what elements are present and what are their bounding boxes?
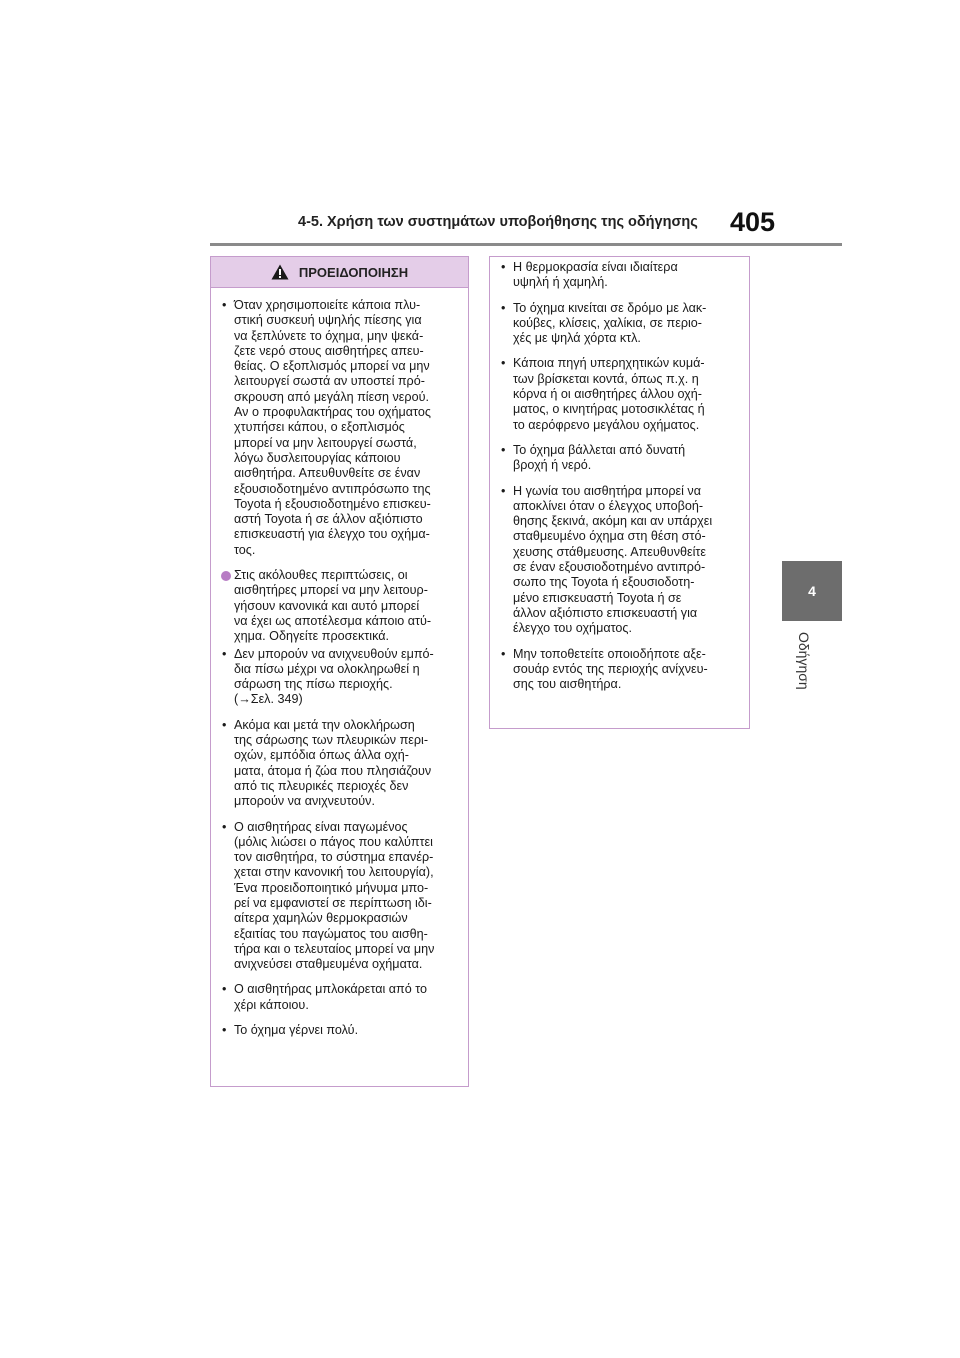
text-line: σουάρ εντός της περιοχής ανίχνευ- (513, 661, 708, 676)
bullet-icon: • (501, 442, 506, 457)
bullet-list-item (222, 982, 458, 1013)
bullet-icon: • (501, 300, 506, 315)
bullet-icon: • (501, 483, 506, 498)
text-line: τος. (234, 542, 256, 557)
text-line: αισθητήρες μπορεί να μην λειτουρ- (234, 583, 428, 598)
text-line: μπορούν να ανιχνευτούν. (234, 794, 375, 809)
text-line: ανιχνεύσει σταθμευμένα οχήματα. (234, 957, 423, 972)
bullet-list-item (222, 820, 458, 973)
bullet-icon: • (222, 717, 227, 732)
warning-continued-content (490, 257, 749, 692)
text-line: ματος, ο κινητήρας μοτοσικλέτας ή (513, 402, 705, 417)
warning-content (211, 288, 468, 1038)
text-line: Κάποια πηγή υπερηχητικών κυμά- (513, 356, 705, 371)
text-line: Ένα προειδοποιητικό μήνυμα μπο- (234, 880, 429, 895)
warning-title: ΠΡΟΕΙΔΟΠΟΙΗΣΗ (298, 264, 409, 280)
text-line: βροχή ή νερό. (513, 458, 592, 473)
text-line: να έχει ως αποτέλεσμα κάποιο ατύ- (234, 613, 432, 628)
text-line: (μόλις λιώσει ο πάγος που καλύπτει (234, 834, 433, 849)
bullet-list-item (501, 484, 739, 637)
text-line: κόρνα ή οι αισθητήρες άλλου οχή- (513, 387, 702, 402)
page-number: 405 (730, 207, 776, 237)
text-line: από τις πλευρικές περιοχές δεν (234, 778, 409, 793)
text-line: Η γωνία του αισθητήρα μπορεί να (513, 483, 701, 498)
text-line: Το όχημα κινείται σε δρόμο με λακ- (513, 300, 707, 315)
text-line: το αερόφρενο μεγάλου οχήματος. (513, 417, 700, 432)
text-line: σταθμευμένο όχημα στη θέση στό- (513, 529, 706, 544)
text-line: στική συσκευή υψηλής πίεσης για (234, 313, 422, 328)
text-line: Αν ο προφυλακτήρας του οχήματος (234, 405, 431, 420)
text-line: θείας. Ο εξοπλισμός μπορεί να μην (234, 359, 430, 374)
text-line: ζετε νερό στους αισθητήρες απευ- (234, 343, 424, 358)
text-line: μπορεί να μην λειτουργεί σωστά, (234, 435, 417, 450)
bullet-list-item (501, 301, 739, 347)
text-line: Δεν μπορούν να ανιχνευθούν εμπό- (234, 646, 434, 661)
warning-triangle-icon (271, 264, 289, 280)
text-line: Ακόμα και μετά την ολοκλήρωση (234, 717, 415, 732)
text-line: αίτερα χαμηλών θερμοκρασιών (234, 911, 408, 926)
text-line: χεται στην κανονική του λειτουργία), (234, 865, 434, 880)
text-line: Το όχημα γέρνει πολύ. (234, 1023, 359, 1038)
text-line: Ο αισθητήρας μπλοκάρεται από το (234, 982, 428, 997)
text-line: αστή Toyota ή σε άλλον αξιόπιστο (234, 512, 423, 527)
text-line: άλλον αξιόπιστο επισκευαστή για (513, 605, 698, 620)
bullet-icon: • (501, 646, 506, 661)
text-line: εξουσιοδοτημένο αντιπρόσωπο της (234, 481, 431, 496)
bullet-list-item (501, 356, 739, 432)
bullet-list-item (501, 443, 739, 474)
warning-box (210, 256, 469, 1087)
text-line: χημα. Οδηγείτε προσεκτικά. (234, 629, 389, 644)
text-line: Στις ακόλουθες περιπτώσεις, οι (234, 568, 408, 583)
bullet-icon: • (222, 646, 227, 661)
text-line: χές με ψηλά χόρτα κτλ. (513, 331, 641, 346)
chapter-number: 4 (808, 583, 816, 599)
bullet-list-item (222, 647, 458, 708)
text-line: Όταν χρησιμοποιείτε κάποια πλυ- (234, 298, 421, 312)
text-line: της σάρωσης των πλευρικών περι- (234, 733, 429, 748)
text-line: αποκλίνει όταν ο έλεγχος υποβοή- (513, 498, 704, 513)
text-line: να ξεπλύνετε το όχημα, μην ψεκά- (234, 328, 424, 343)
text-line: σης του αισθητήρα. (513, 677, 622, 692)
text-line: χτυπήσει κάπου, ο εξοπλισμός (234, 420, 405, 435)
bullet-list-item (222, 1023, 458, 1038)
text-line: χευσης στάθμευσης. Απευθυνθείτε (513, 544, 707, 559)
text-line: λόγω δυσλειτουργίας κάποιου (234, 450, 401, 465)
text-line: ματα, άτομα ή ζώα που πλησιάζουν (234, 763, 432, 778)
text-line: έλεγχο του οχήματος. (513, 621, 632, 636)
text-line: επισκευαστή για έλεγχο του οχήμα- (234, 527, 430, 542)
bullet-icon: • (501, 356, 506, 371)
text-line: κούβες, κλίσεις, χαλίκια, σε περιο- (513, 315, 702, 330)
text-line: μένο επισκευαστή Toyota ή σε (513, 590, 682, 605)
text-line: (→Σελ. 349) (234, 692, 303, 707)
section-title: 4-5. Χρήση των συστημάτων υποβοήθησης της οδήγησης (298, 214, 698, 230)
text-line: σωπο της Toyota ή εξουσιοδοτη- (513, 575, 695, 590)
text-line: Toyota ή εξουσιοδοτημένο επισκευ- (234, 496, 431, 511)
chapter-label: Οδήγηση (796, 632, 812, 690)
bullet-icon: • (222, 819, 227, 834)
header-divider (210, 243, 842, 246)
bullet-list-item (222, 298, 458, 558)
text-line: Η θερμοκρασία είναι ιδιαίτερα (513, 260, 678, 274)
text-line: σάρωση της πίσω περιοχής. (234, 677, 393, 692)
chapter-tab[interactable] (782, 561, 842, 621)
text-line: Ο αισθητήρας είναι παγωμένος (234, 819, 408, 834)
bullet-icon: • (222, 298, 227, 312)
text-line: τον αισθητήρα, το σύστημα επανέρ- (234, 850, 434, 865)
bullet-list-item (501, 647, 739, 693)
text-line: ρεί να εμφανιστεί σε περίπτωση ιδι- (234, 895, 432, 910)
text-line: θησης ξεκινά, ακόμη και αν υπάρχει (513, 514, 713, 529)
bullet-icon: • (222, 982, 227, 997)
text-line: υψηλή ή χαμηλή. (513, 275, 608, 290)
text-line: σε έναν εξουσιοδοτημένο αντιπρό- (513, 560, 706, 575)
text-line: χέρι κάποιου. (234, 997, 309, 1012)
bullet-icon: • (222, 1023, 227, 1038)
text-line: τήρα και ο τελευταίος μπορεί να μην (234, 941, 435, 956)
text-line: γήσουν κανονικά και αυτό μπορεί (234, 598, 420, 613)
bullet-list-item (501, 260, 739, 291)
bullet-list-item (222, 718, 458, 810)
text-line: αισθητήρα. Απευθυνθείτε σε έναν (234, 466, 421, 481)
text-line: λειτουργεί σωστά αν υποστεί πρό- (234, 374, 425, 389)
text-line: Το όχημα βάλλεται από δυνατή (513, 442, 686, 457)
bullet-icon: • (501, 260, 506, 274)
warning-header (211, 257, 468, 288)
warning-continued-box (489, 256, 750, 729)
text-line: των βρίσκεται κοντά, όπως π.χ. η (513, 371, 699, 386)
text-line: εξαιτίας του παγώματος του αισθη- (234, 926, 428, 941)
circle-list-item (222, 568, 458, 644)
text-line: σκρουση από μεγάλη πίεση νερού. (234, 389, 429, 404)
circle-bullet-icon (221, 571, 231, 581)
text-line: οχών, εμπόδια όπως άλλα οχή- (234, 748, 409, 763)
text-line: δια πίσω μέχρι να ολοκληρωθεί η (234, 661, 420, 676)
text-line: Μην τοποθετείτε οποιοδήποτε αξε- (513, 646, 706, 661)
